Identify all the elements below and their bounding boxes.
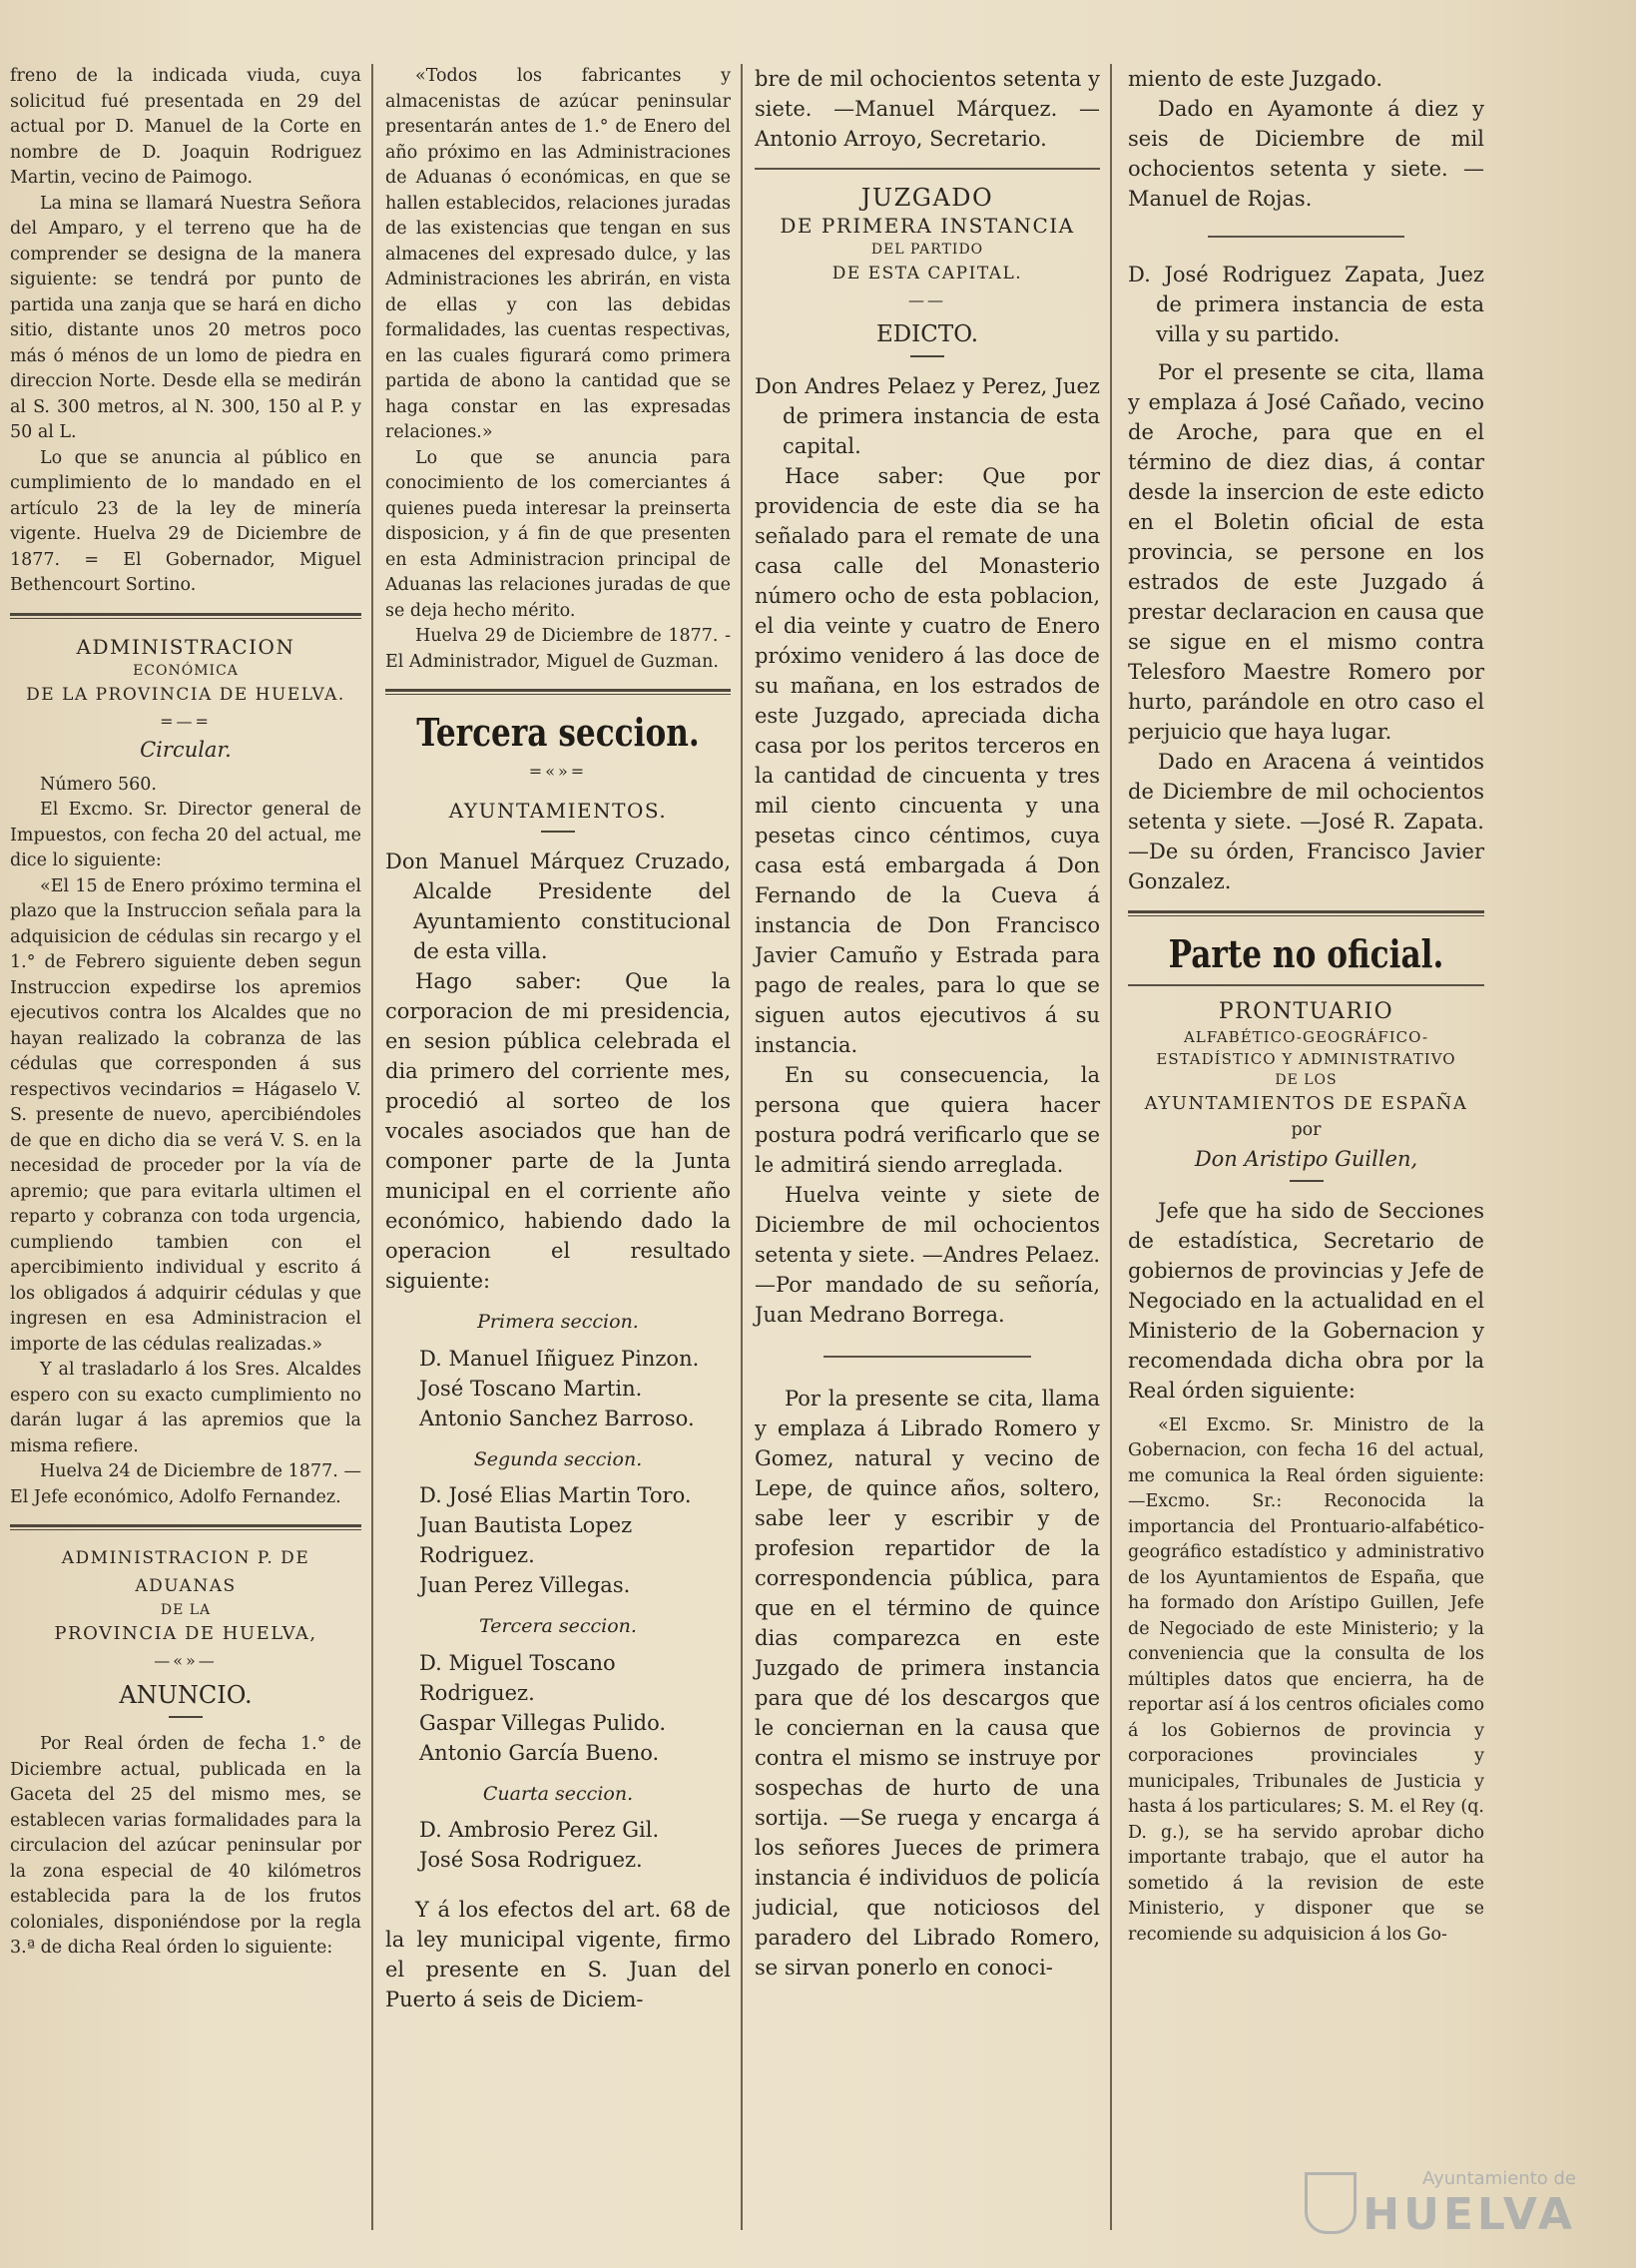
aduanas-ornament: —«»— — [154, 1651, 218, 1670]
primera-title: Primera seccion. — [477, 1311, 639, 1333]
section-divider — [1128, 910, 1484, 916]
cuarta-title: Cuarta seccion. — [482, 1782, 634, 1805]
name-line: D. Ambrosio Perez Gil. — [419, 1818, 660, 1842]
edicto-title: EDICTO. — [875, 321, 979, 347]
prontuario-p1: Jefe que ha sido de Secciones de estadística, Secretario de gobiernos de provincias y Jefe de Negociado en la actualidad en el Ministerio de la Gobernacion y recomendada dicha obra por la Real órden siguiente: — [1128, 1198, 1484, 1403]
prontuario-p2: «El Excmo. Sr. Ministro de la Gobernacion, con fecha 16 del actual, me comunica la Real órden siguiente: —Excmo. Sr.: Reconocida la importancia del Prontuario-alfabético-geográfico estadístico y administrativo de los Ayuntamientos de España, que ha formado don Arístipo Guillen, Jefe de Negociado de este Ministerio; y la conveniencia que la consulta de los múltiples datos que encierra, ha de reportar así á los centros oficiales como á los Gobiernos de provincia y corporaciones provinciales y municipales, Tribunales de Justicia y hasta á los particulares; S. M. el Rey (q. D. g.), se ha servido aprobar dicho importante trabajo, que el autor ha sometido á la revision de este Ministerio, y disponer que se recomiende su adquisicion á los Go- — [1128, 1415, 1484, 1945]
tercera-sec-title: Tercera seccion. — [479, 1615, 637, 1637]
column-1 — [4, 64, 371, 2260]
section-divider — [1128, 984, 1484, 986]
anuncio-title: ANUNCIO. — [119, 1681, 253, 1709]
prontuario-sub3: AYUNTAMIENTOS DE ESPAÑA — [1144, 1093, 1468, 1114]
admin-sub1: ECONÓMICA — [133, 662, 239, 679]
aduanas-header: ADMINISTRACION P. DE ADUANAS — [61, 1548, 310, 1596]
watermark-line1: Ayuntamiento de — [1422, 2168, 1576, 2189]
cuarta-names — [385, 1815, 731, 1875]
announce-paragraph: Lo que se anuncia al público en cumplimiento de lo mandado en el artículo 23 de la ley de minería vigente. Huelva 29 de Diciembre de 1877. = El Gobernador, Miguel Bethencourt Sortino. — [10, 447, 361, 595]
watermark-line2: HUELVA — [1363, 2189, 1576, 2240]
circular-number: Número 560. — [40, 774, 157, 795]
quote-paragraph: «Todos los fabricantes y almacenistas de azúcar peninsular presentarán antes de 1.° de Enero del año próximo en las Administraciones de Aduanas ó económicas, en que se hallen establecidos, relaciones juradas de las existencias que tengan en sus almacenes del expresado dulce, y las Administraciones les abrirán, en vista de ellas y con las debidas formalidades, las cuentas respectivas, en las cuales figurará como primera partida de abono la cantidad que se haga constar en las expresadas relaciones.» — [385, 66, 731, 442]
circular-p3: Y al trasladarlo á los Sres. Alcaldes espero con su exacto cumplimiento no darán lugar á las apremios que la misma refiere. — [10, 1360, 361, 1456]
mine-paragraph: La mina se llamará Nuestra Señora del Amparo, y el terreno que ha de comprender se designa de la manera siguiente: se tendrá por punto de partida una zanja que se hará en dicho sitio, distante unos 20 metros poco más ó ménos de un lomo de piedra en direccion Norte. Desde ella se medirán al S. 300 metros, al N. 300, 150 al P. y 50 al L. — [10, 193, 361, 442]
name-line: Gaspar Villegas Pulido. — [419, 1710, 667, 1735]
zapata-p2: Dado en Aracena á veintidos de Diciembre de mil ochocientos setenta y siete. —José R. Zapata. —De su órden, Francisco Javier Gonzalez. — [1128, 750, 1484, 893]
tercera-title: Tercera seccion. — [416, 710, 700, 755]
edicto-intro: Don Andres Pelaez y Perez, Juez de primera instancia de esta capital. — [755, 374, 1100, 458]
juzgado-sub2: DEL PARTIDO — [870, 242, 984, 258]
circular-title: Circular. — [140, 737, 232, 762]
prontuario-author: Don Aristipo Guillen, — [1194, 1146, 1418, 1171]
name-line: D. José Elias Martin Toro. — [419, 1483, 692, 1507]
prontuario-sub2: DE LOS — [1275, 1072, 1338, 1088]
juzgado-title: JUZGADO — [860, 184, 994, 212]
tercera-ornament: =«»= — [528, 762, 588, 781]
prontuario-title: PRONTUARIO — [1218, 999, 1394, 1024]
anuncio-p1: Por Real órden de fecha 1.° de Diciembre actual, publicada en la Gaceta del 25 del mismo mes, se establecen varias formalidades para la circulacion del azúcar peninsular por la zona especial de 40 kilómetros establecida para la de los frutos coloniales, disponiéndose por la regla 3.ª de dicha Real órden lo siguiente: — [10, 1734, 361, 1958]
edicto-p1: Hace saber: Que por providencia de este dia se ha señalado para el remate de una casa calle del Monasterio número ocho de esta poblacion, el dia veinte y cuatro de Enero próximo venidero á las doce de su mañana, en los estrados de este Juzgado, apreciada dicha casa por los peritos terceros en la cantidad de cincuenta y tres mil ciento cincuenta y una pesetas cinco céntimos, cuya casa está embargada á Don Fernando de la Cueva á instancia de Don Francisco Javier Camuño y Estrada para pago de reales, para lo que se siguen autos ejecutivos á su instancia. — [755, 464, 1100, 1057]
name-line: Antonio Sanchez Barroso. — [419, 1406, 695, 1430]
continued-paragraph-2: Dado en Ayamonte á diez y seis de Diciembre de mil ochocientos setenta y siete. —Manuel de Rojas. — [1128, 97, 1484, 211]
columns — [4, 64, 1616, 2260]
signature: Huelva 29 de Diciembre de 1877. -El Administrador, Miguel de Guzman. — [385, 626, 731, 672]
admin-sub2: DE LA PROVINCIA DE HUELVA. — [26, 684, 345, 705]
name-line: Juan Perez Villegas. — [419, 1573, 631, 1597]
circular-p1: El Excmo. Sr. Director general de Impuestos, con fecha 20 del actual, me dice lo siguiente: — [10, 800, 361, 870]
ayunt-intro: Don Manuel Márquez Cruzado, Alcalde Presidente del Ayuntamiento constitucional de esta villa. — [385, 850, 731, 963]
short-rule — [910, 355, 944, 357]
intro-paragraph: freno de la indicada viuda, cuya solicitud fué presentada en 29 del actual por D. Manuel de la Corte en nombre de D. Joaquin Rodriguez Martin, vecino de Paimogo. — [10, 66, 361, 188]
section-divider — [755, 168, 1100, 170]
aduanas-sub1: DE LA — [160, 1602, 212, 1618]
segunda-names — [385, 1480, 731, 1600]
admin-ornament: =—= — [160, 711, 212, 731]
edicto-p3: Huelva veinte y siete de Diciembre de mil ochocientos setenta y siete. —Andres Pelaez. —Por mandado de su señoría, Juan Medrano Borrega. — [755, 1183, 1100, 1327]
short-divider — [1208, 236, 1403, 238]
name-line: D. Miguel Toscano Rodriguez. — [419, 1650, 616, 1705]
juzgado-ornament: —— — [908, 290, 946, 309]
name-line: José Toscano Martin. — [419, 1376, 643, 1401]
parte-title: Parte no oficial. — [1168, 931, 1444, 976]
name-line: D. Manuel Iñiguez Pinzon. — [419, 1346, 700, 1371]
ayunt-p1: Hago saber: Que la corporacion de mi presidencia, en sesion pública celebrada el dia primero del corriente mes, procedió al sorteo de los vocales asociados que han de componer parte de la Junta municipal en el corriente año económico, habiendo dado la operacion el resultado siguiente: — [385, 969, 731, 1293]
column-3 — [741, 64, 1110, 2260]
segunda-title: Segunda seccion. — [473, 1447, 643, 1470]
short-rule — [169, 1716, 203, 1718]
circular-p4: Huelva 24 de Diciembre de 1877. —El Jefe económico, Adolfo Fernandez. — [10, 1461, 361, 1507]
zapata-intro: D. José Rodriguez Zapata, Juez de primera instancia de esta villa y su partido. — [1128, 263, 1484, 346]
edicto-p2: En su consecuencia, la persona que quiera hacer postura podrá verificarlo que se le admitirá siendo arreglada. — [755, 1063, 1100, 1177]
section-divider — [10, 1524, 361, 1530]
continued-paragraph: miento de este Juzgado. — [1128, 67, 1382, 91]
zapata-p1: Por el presente se cita, llama y emplaza á José Cañado, vecino de Aroche, para que en el término de diez dias, á contar desde la insercion de este edicto en el Boletin oficial de esta provincia, se persone en los estrados de este Juzgado á prestar declaracion en causa que se sigue en el mismo contra Telesforo Maestre Romero por hurto, parándole en otro caso el perjuicio que haya lugar. — [1128, 360, 1484, 744]
section-divider — [10, 613, 361, 619]
short-divider — [823, 1356, 1031, 1358]
name-line: Antonio García Bueno. — [419, 1740, 660, 1765]
short-rule — [541, 831, 575, 833]
short-rule — [1290, 1180, 1324, 1182]
notice-paragraph: Lo que se anuncia para conocimiento de los comerciantes á quienes pueda interesar la preinserta disposicion, y á fin de que presenten en esta Administracion principal de Aduanas las relaciones juradas de que se deja hecho mérito. — [385, 447, 731, 621]
prontuario-por: por — [1291, 1120, 1322, 1140]
admin-header: ADMINISTRACION — [76, 634, 295, 659]
name-line: José Sosa Rodriguez. — [419, 1848, 643, 1872]
tercera-names — [385, 1648, 731, 1768]
cita-paragraph: Por la presente se cita, llama y emplaza á Librado Romero y Gomez, natural y vecino de Lepe, de quince años, soltero, sabe leer y escribir y de profesion repartidor de la correspondencia pública, para que en el término de quince dias comparezca en este Juzgado de primera instancia para que dé los descargos que le conciernan en la causa que contra el mismo se instruye por sospechas de hurto de una sortija. —Se ruega y encarga á los señores Jueces de primera instancia é individuos de policía judicial, que noticiosos del paradero del Librado Romero, se sirvan ponerlo en conoci- — [755, 1387, 1100, 1980]
ayunt-title: AYUNTAMIENTOS. — [448, 799, 668, 823]
juzgado-sub1: DE PRIMERA INSTANCIA — [780, 214, 1075, 238]
column-4 — [1110, 64, 1490, 2260]
section-divider — [385, 689, 731, 695]
closing-paragraph: Y á los efectos del art. 68 de la ley municipal vigente, firmo el presente en S. Juan del Puerto á seis de Diciem- — [385, 1898, 731, 2011]
circular-p2: «El 15 de Enero próximo termina el plazo que la Instruccion señala para la adquisicion de cédulas sin recargo y el 1.° de Febrero siguiente deben segun Instruccion expedirse los apremios ejecutivos contra los Alcaldes que no hayan realizado la cobranza de las cédulas que corresponden á sus respectivos vecindarios = Hágaselo V. S. presente de nuevo, apercibiéndoles de que en dicho dia se verá V. S. en la necesidad de proceder por la vía de apremio; que para evitarla ultimen el reparto y cobranza con toda urgencia, cumpliendo tambien con el apercibimiento individual y escrito á los obligados á adquirir cédulas y que ingresen en esa Administracion el importe de las cédulas realizadas.» — [10, 875, 361, 1355]
continued-paragraph: bre de mil ochocientos setenta y siete. —Manuel Márquez. —Antonio Arroyo, Secretario. — [755, 67, 1100, 151]
column-2 — [371, 64, 741, 2260]
prontuario-sub1: ALFABÉTICO-GEOGRÁFICO-ESTADÍSTICO Y ADMINISTRATIVO — [1156, 1028, 1456, 1068]
primera-names — [385, 1344, 731, 1433]
aduanas-sub2: PROVINCIA DE HUELVA, — [54, 1623, 317, 1644]
juzgado-sub3: DE ESTA CAPITAL. — [831, 264, 1023, 284]
name-line: Juan Bautista Lopez Rodriguez. — [419, 1513, 633, 1567]
